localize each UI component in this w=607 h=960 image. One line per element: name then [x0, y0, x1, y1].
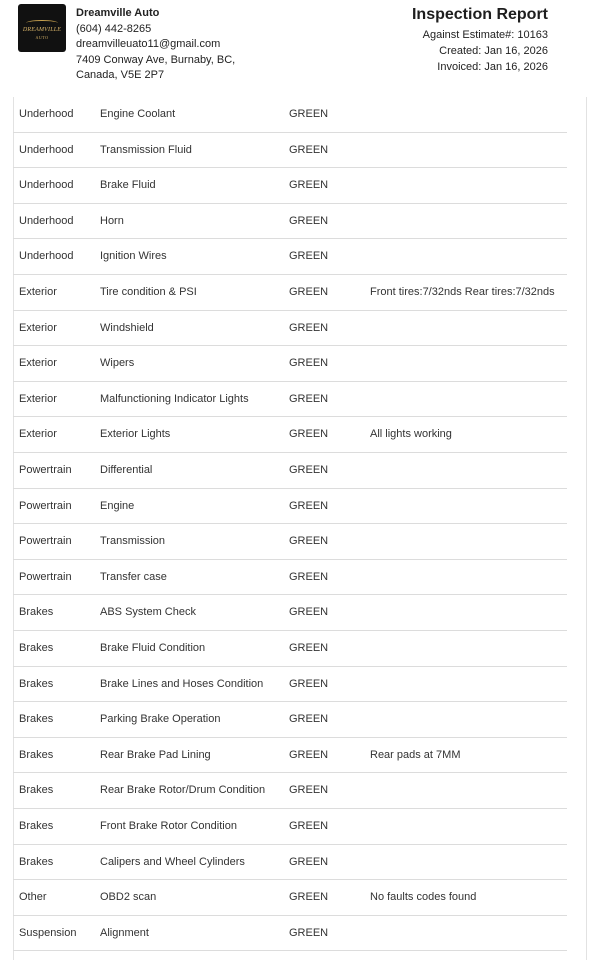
table-row: [13, 667, 567, 703]
row-status: GREEN: [289, 891, 329, 904]
estimate-number: Against Estimate#: 10163: [422, 29, 548, 41]
row-status: GREEN: [289, 464, 329, 476]
row-item: Transmission: [100, 535, 165, 548]
row-item: Transmission Fluid: [100, 143, 192, 156]
row-category: Powertrain: [19, 570, 72, 583]
row-category: Underhood: [19, 250, 74, 263]
row-category: Exterior: [19, 428, 57, 441]
table-row: [13, 916, 567, 952]
company-info: [76, 6, 235, 84]
row-category: Exterior: [19, 321, 57, 334]
table-row: [13, 631, 567, 667]
row-category: Exterior: [19, 357, 57, 370]
row-item: Brake Lines and Hoses Condition: [100, 677, 264, 690]
row-note: Front tires:7/32nds Rear tires:7/32nds: [370, 286, 555, 298]
row-category: Exterior: [19, 392, 57, 405]
table-row: [13, 275, 567, 311]
row-category: Other: [19, 891, 47, 904]
row-item: Engine: [100, 499, 135, 512]
row-note: No faults codes found: [370, 891, 477, 904]
row-item: Ignition Wires: [100, 250, 167, 263]
row-category: Underhood: [19, 108, 74, 120]
row-category: Brakes: [19, 642, 54, 654]
company-phone: (604) 442-8265: [76, 22, 152, 35]
row-item: Windshield: [100, 321, 154, 334]
row-category: Exterior: [19, 286, 57, 298]
row-status: GREEN: [289, 179, 329, 192]
row-category: Powertrain: [19, 535, 72, 548]
table-row: [13, 133, 567, 169]
row-category: Brakes: [19, 606, 54, 619]
row-note: Rear pads at 7MM: [370, 748, 461, 761]
row-status: GREEN: [289, 286, 329, 298]
table-row: [13, 97, 567, 133]
row-category: Underhood: [19, 179, 74, 192]
created-date: Created: Jan 16, 2026: [439, 45, 548, 57]
table-row: [13, 880, 567, 916]
row-item: Rear Brake Rotor/Drum Condition: [100, 784, 266, 797]
row-item: Wipers: [100, 357, 135, 370]
row-status: GREEN: [289, 250, 329, 263]
row-item: Parking Brake Operation: [100, 713, 221, 726]
row-item: Transfer case: [100, 570, 167, 583]
row-item: OBD2 scan: [100, 891, 157, 904]
row-item: Engine Coolant: [100, 108, 176, 120]
row-item: Alignment: [100, 926, 149, 939]
row-item: Differential: [100, 464, 153, 476]
company-address-line1: 7409 Conway Ave, Burnaby, BC,: [76, 53, 236, 66]
table-row: [13, 773, 567, 809]
table-row: [13, 809, 567, 845]
table-row: [13, 845, 567, 881]
row-category: Brakes: [19, 855, 54, 868]
table-row: [13, 239, 567, 275]
table-row: [13, 168, 567, 204]
table-row: [13, 524, 567, 560]
table-row: [13, 595, 567, 631]
row-status: GREEN: [289, 748, 329, 761]
row-item: Calipers and Wheel Cylinders: [100, 855, 245, 868]
row-category: Powertrain: [19, 464, 72, 476]
row-status: GREEN: [289, 820, 329, 832]
table-row: [13, 311, 567, 347]
row-category: Brakes: [19, 748, 54, 761]
table-row: [13, 453, 567, 489]
row-status: GREEN: [289, 428, 329, 441]
row-item: ABS System Check: [100, 606, 196, 619]
company-address-line2: Canada, V5E 2P7: [76, 69, 165, 81]
page-title: Inspection Report: [411, 6, 548, 23]
row-status: GREEN: [289, 214, 329, 227]
table-row: [13, 417, 567, 453]
table-row: [13, 489, 567, 525]
row-status: GREEN: [289, 108, 329, 120]
report-header: [0, 0, 607, 96]
invoiced-date: Invoiced: Jan 16, 2026: [437, 61, 548, 73]
row-status: GREEN: [289, 357, 329, 370]
company-email: dreamvilleuato11@gmail.com: [76, 38, 221, 50]
table-row: [13, 346, 567, 382]
report-meta: [412, 5, 548, 75]
row-category: Powertrain: [19, 499, 72, 512]
row-category: Underhood: [19, 143, 74, 156]
table-row: [13, 738, 567, 774]
row-item: Brake Fluid Condition: [100, 642, 206, 654]
row-category: Brakes: [19, 784, 54, 797]
row-status: GREEN: [289, 606, 329, 619]
row-status: GREEN: [289, 855, 329, 868]
row-category: Brakes: [19, 820, 54, 832]
row-item: Front Brake Rotor Condition: [100, 820, 237, 832]
row-status: GREEN: [289, 784, 329, 797]
row-status: GREEN: [289, 677, 329, 690]
row-status: GREEN: [289, 535, 329, 548]
row-note: All lights working: [370, 428, 452, 441]
company-name: Dreamville Auto: [76, 7, 160, 19]
row-status: GREEN: [289, 499, 329, 512]
table-row: [13, 702, 567, 738]
row-status: GREEN: [289, 642, 329, 654]
logo-wordmark: DREAMVILLE: [22, 27, 62, 33]
table-row: [13, 204, 567, 240]
logo-swoosh-icon: [26, 20, 58, 26]
row-status: GREEN: [289, 713, 329, 726]
row-item: Exterior Lights: [100, 428, 171, 441]
row-status: GREEN: [289, 321, 329, 334]
row-item: Brake Fluid: [100, 179, 156, 192]
company-logo: [18, 4, 66, 52]
table-row: [13, 560, 567, 596]
logo-subtext: AUTO: [35, 35, 49, 40]
row-status: GREEN: [289, 570, 329, 583]
row-status: GREEN: [289, 392, 329, 405]
row-item: Tire condition & PSI: [100, 286, 197, 298]
row-category: Brakes: [19, 677, 54, 690]
row-category: Suspension: [19, 926, 77, 939]
row-category: Brakes: [19, 713, 54, 726]
row-item: Malfunctioning Indicator Lights: [100, 392, 249, 405]
table-row: [13, 382, 567, 418]
row-item: Rear Brake Pad Lining: [100, 748, 211, 761]
row-category: Underhood: [19, 214, 74, 227]
row-item: Horn: [100, 214, 124, 227]
row-status: GREEN: [289, 143, 329, 156]
row-status: GREEN: [289, 926, 329, 939]
